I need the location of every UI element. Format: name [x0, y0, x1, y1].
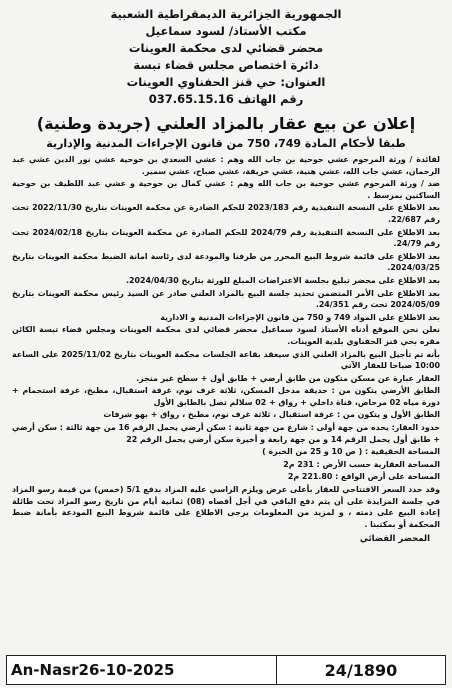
body-paragraph: بعد الاطلاع على محضر تبليغ بجلسة الاعتراضات المبلغ للورثة بتاريخ 2024/04/30. — [126, 275, 440, 285]
office-header — [12, 6, 440, 108]
publication-date: An-Nasr26-10-2025 — [7, 656, 277, 684]
header-line: محضر قضائي لدى محكمة العوينات — [128, 41, 324, 55]
header-line: دائرة اختصاص مجلس قضاء تبسة — [133, 58, 319, 72]
body-paragraph: بأنه تم تأجيل البيع بالمزاد العلني الذي سيعقد بقاعة الجلسات محكمة العوينات بتاريخ 2025/11/02 على الساعة 10:00 صباحا للعقار الآتي — [12, 349, 440, 371]
body-paragraph: الطابق الأرضي يتكون من : حديقة مدخل المسكن، ثلاثة غرف نوم، غرفة استقبال، مطبخ، غرفة استحمام + دورة مياه 02 مرحاض، قناة داخلي + رواق + 02 سلالم تصل بالطابق الأول — [12, 386, 440, 407]
notice-body — [12, 154, 440, 530]
body-paragraph: ضد / ورثة المرحوم عشي حوحية بن جاب الله وهم : عشي كمال بن حوحية و عشي عبد اللطيف بن حوحية الساكنين بمرسط . — [12, 179, 440, 200]
body-paragraph: المساحة على أرض الواقع : 221.80 م2 — [287, 472, 440, 482]
body-paragraph: العقار عبارة عن مسكن متكون من طابق أرضي + طابق أول + سطح غير منجز. — [136, 373, 440, 383]
body-paragraph: وقد حدد السعر الافتتاحي للعقار بأعلى عرض ويلزم الراسي عليه المزاد بدفع 5/1 (خمس) من قيمة رسو المزاد في جلسة المزايدة على أن يتم دفع الباقي في أجل أقصاه (08) ثمانية أيام من تاريخ رسو المزاد تحت طائلة إعادة البيع على ذمته ، و لمزيد من المعلومات يرجى الاطلاع على قائمة شروط البيع المودعة بأمانة ضبط المحكمة أو بمكتبنا . — [12, 485, 441, 529]
notice-subtitle: طبقا لأحكام المادة 749، 750 من قانون الإجراءات المدنية والإدارية — [46, 137, 406, 150]
body-paragraph: نعلن نحن الموقع أدناه الأستاذ لسود سماعيل محضر قضائي لدى محكمة العوينات ومجلس قضاء تبسة الكائن مقره بحي قنز الحفناوي بلدية العوينات. — [12, 325, 440, 346]
body-paragraph: بعد الاطلاع على الأمر المتضمن تحديد جلسة البيع بالمزاد العلني صادر عن السيد رئيس محكمة العوينات بتاريخ 2024/05/09 تحت رقم 24/351. — [12, 288, 440, 310]
notice-document — [6, 6, 446, 648]
body-paragraph: المساحة العقارية حسب الأرض : 231 م2 — [283, 459, 440, 469]
signature: المحضر القضائي — [359, 534, 430, 545]
body-paragraph: الطابق الأول و يتكون من : غرفة استقبال ، ثلاثة غرف نوم، مطبخ ، رواق + بهو شرفات — [103, 410, 440, 420]
body-paragraph: حدود العقار: يحده من جهة أولى : شارع من جهة ثانية : سكن أرضي يحمل الرقم 16 من جهة ثالثة : سكن أرضي + طابق أول يحمل الرقم 14 و من جهة رابعة و أخيرة سكن أرضي يحمل الرقم 22 — [12, 423, 440, 444]
body-paragraph: لفائدة / ورثة المرحوم عشي حوحية بن جاب الله وهم : عشي السعدي بن حوحية عشي نور الدين عشي عبد الرحمان، عشي جاب الله، عشي هنية، عشي خريفة، عشي صباح، عشي سمير. — [12, 155, 440, 176]
header-line: العنوان: حي قنز الحفناوي العوينات — [126, 75, 326, 89]
header-line: الجمهورية الجزائرية الديمقراطية الشعبية — [110, 7, 342, 21]
body-paragraph: بعد الاطلاع على النسخة التنفيذية رقم 2024/79 للحكم الصادرة عن محكمة العوينات بتاريخ 2024/02/18 تحت رقم 24/79. — [12, 227, 440, 249]
body-paragraph: بعد الاطلاع على المواد 749 و 750 من قانون الإجراءات المدنية و الادارية — [160, 312, 440, 322]
body-paragraph: بعد الاطلاع على النسخة التنفيذية رقم 2023/183 للحكم الصادرة عن محكمة العوينات بتاريخ 2022/11/30 تحت رقم 22/687. — [12, 203, 440, 224]
publication-footer — [6, 655, 446, 685]
body-paragraph: المساحة الحقيقية : ( ص 10 و 25 من الخبرة ) — [262, 447, 440, 457]
body-paragraph: بعد الاطلاع على قائمة شروط البيع المحرر من طرفنا والمودعة لدى رئاسة امانة الضبط محكمة العوينات بتاريخ 2024/03/25. — [12, 251, 440, 273]
header-line: مكتب الأستاذ/ لسود سماعيل — [145, 24, 307, 38]
header-line: رقم الهاتف 037.65.15.16 — [148, 92, 304, 106]
notice-title: إعلان عن بيع عقار بالمزاد العلني (جريدة وطنية) — [36, 114, 416, 133]
reference-number: 24/1890 — [324, 660, 398, 680]
